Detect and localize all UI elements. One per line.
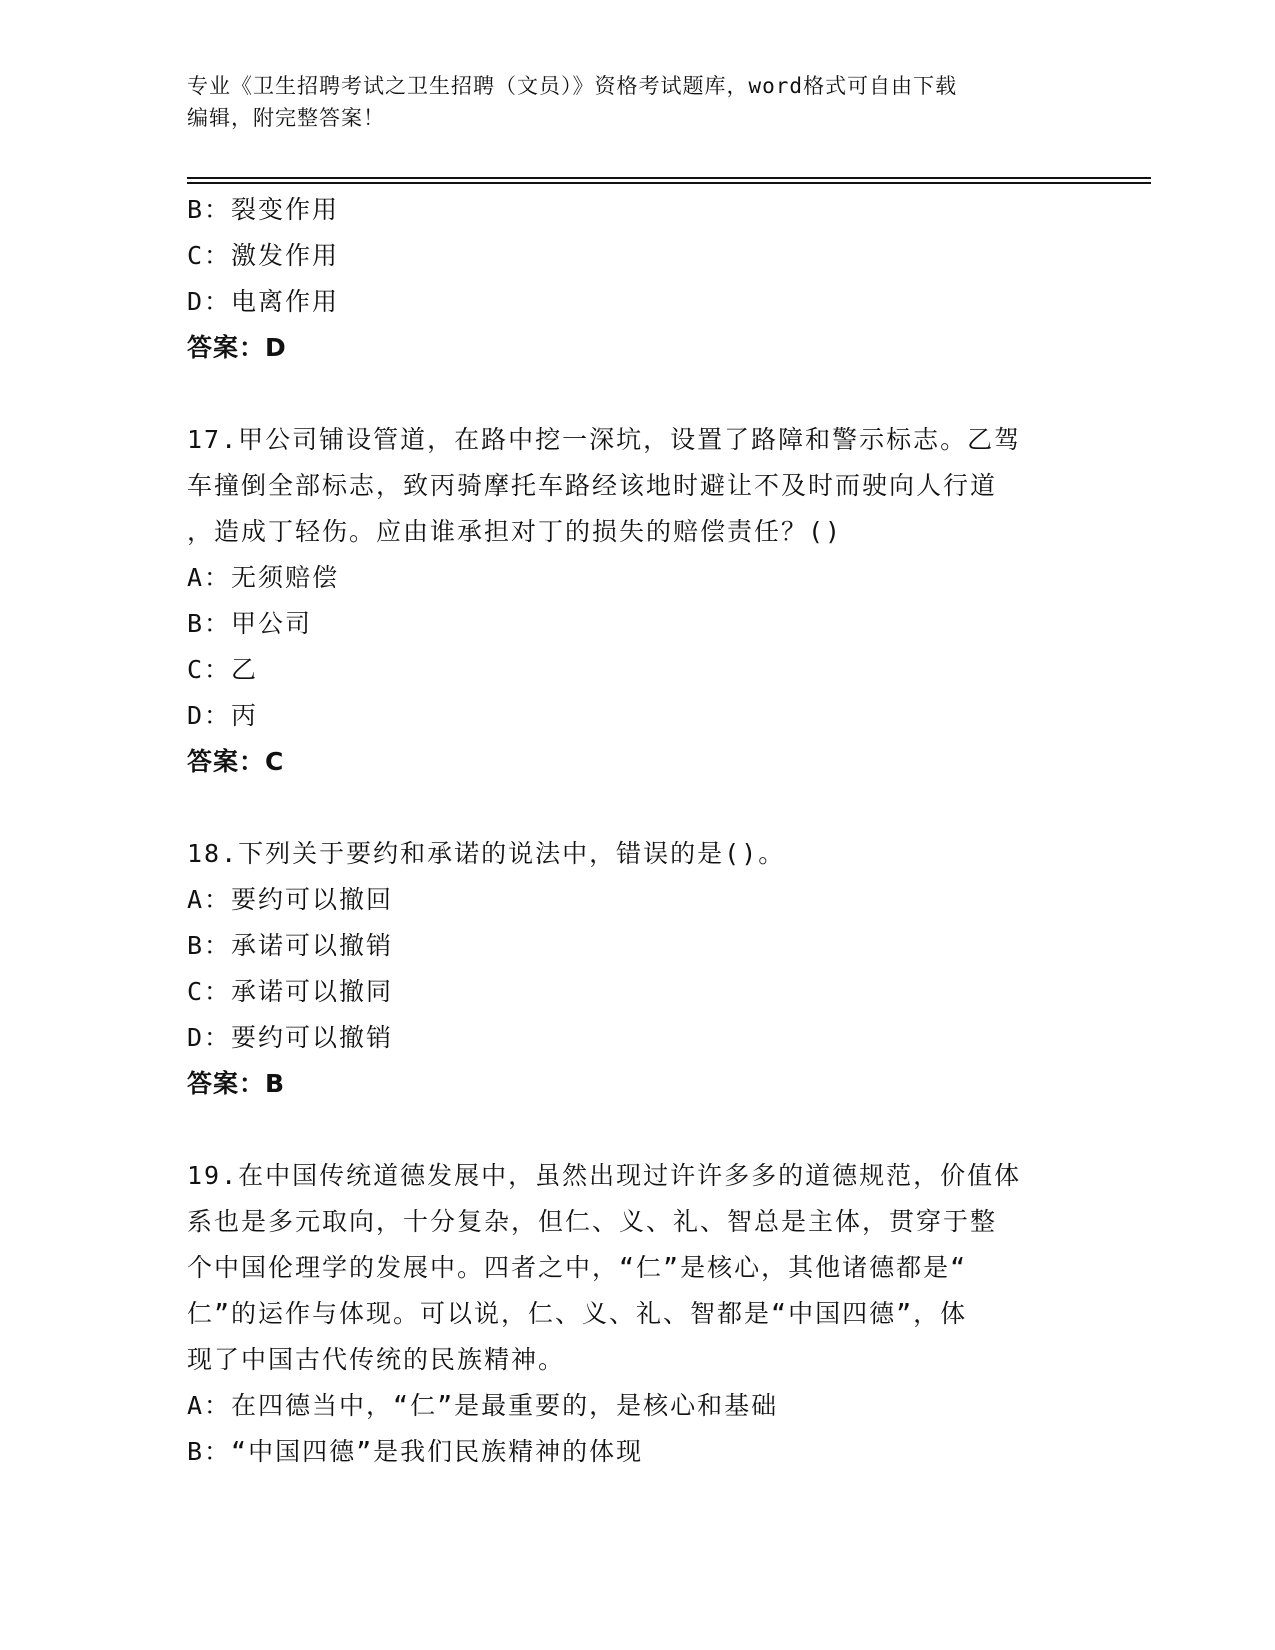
option-c: C：激发作用	[187, 241, 340, 270]
question-16	[187, 187, 1127, 371]
question-text: 现了中国古代传统的民族精神。	[187, 1345, 566, 1374]
header-divider-top	[187, 177, 1151, 179]
option-a: A：无须赔偿	[187, 563, 340, 592]
option-a: A：在四德当中，“仁”是最重要的，是核心和基础	[187, 1391, 779, 1420]
option-a: A：要约可以撤回	[187, 885, 394, 914]
option-d: D：丙	[187, 701, 259, 730]
question-list	[187, 187, 1127, 1475]
header-line-2: 编辑，附完整答案！	[187, 106, 385, 130]
option-c: C：乙	[187, 655, 259, 684]
question-18	[187, 831, 1127, 1107]
question-19	[187, 1153, 1127, 1475]
header-divider-bottom	[187, 182, 1151, 184]
question-text: 19.在中国传统道德发展中，虽然出现过许许多多的道德规范，价值体	[187, 1161, 1022, 1190]
question-text: 车撞倒全部标志，致丙骑摩托车路经该地时避让不及时而驶向人行道	[187, 471, 998, 500]
question-text: 18.下列关于要约和承诺的说法中，错误的是()。	[187, 839, 786, 868]
question-17	[187, 417, 1127, 785]
option-d: D：要约可以撤销	[187, 1023, 394, 1052]
option-b: B：甲公司	[187, 609, 313, 638]
question-text: 仁”的运作与体现。可以说，仁、义、礼、智都是“中国四德”，体	[187, 1299, 968, 1328]
question-text: 17.甲公司铺设管道，在路中挖一深坑，设置了路障和警示标志。乙驾	[187, 425, 1022, 454]
option-b: B：裂变作用	[187, 195, 340, 224]
question-text: 个中国伦理学的发展中。四者之中，“仁”是核心，其他诸德都是“	[187, 1253, 968, 1282]
header-line-1: 专业《卫生招聘考试之卫生招聘（文员）》资格考试题库，word格式可自由下载	[187, 74, 958, 98]
question-text: 系也是多元取向，十分复杂，但仁、义、礼、智总是主体，贯穿于整	[187, 1207, 998, 1236]
question-text: ，造成丁轻伤。应由谁承担对丁的损失的赔偿责任？()	[187, 517, 843, 546]
option-b: B：“中国四德”是我们民族精神的体现	[187, 1437, 644, 1466]
option-d: D：电离作用	[187, 287, 340, 316]
answer: 答案：D	[187, 333, 287, 362]
document-header	[187, 70, 1087, 134]
answer: 答案：B	[187, 1069, 286, 1098]
option-b: B：承诺可以撤销	[187, 931, 394, 960]
answer: 答案：C	[187, 747, 285, 776]
option-c: C：承诺可以撤同	[187, 977, 394, 1006]
